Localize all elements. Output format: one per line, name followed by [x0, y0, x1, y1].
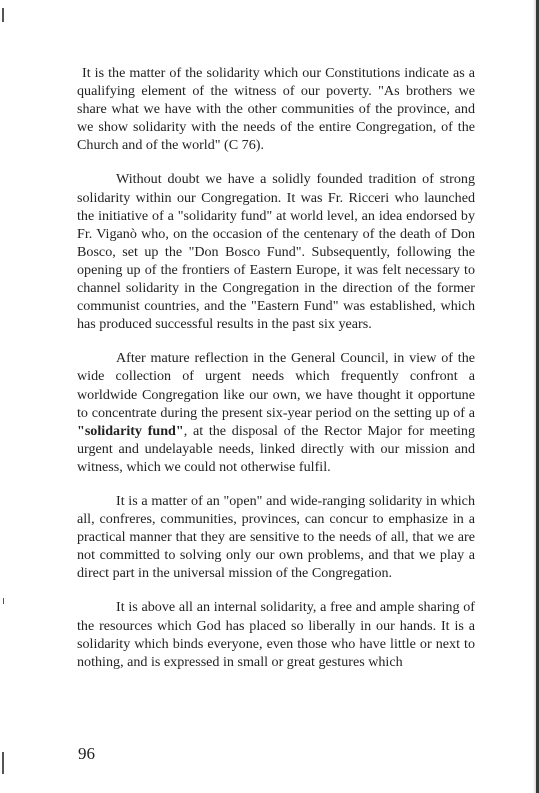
- page-body: [77, 64, 475, 687]
- scan-mark: [3, 598, 4, 604]
- paragraph: [77, 349, 475, 476]
- page-number: 96: [78, 744, 95, 763]
- paragraph-text: , at the disposal of the Rector Major for meeting urgent and undelayable needs, linked directly with our mission and witness, which we could not otherwise fulfil.: [77, 422, 476, 475]
- paragraph: It is the matter of the solidarity which our Constitutions indicate as a qualifying element of the witness of our poverty. "As brothers we share what we have with the other communities of the province, and we show solidarity with the needs of the entire Congregation, of the Church and of the world" (C 76).: [77, 65, 475, 154]
- scan-mark: [2, 8, 4, 22]
- paragraph: Without doubt we have a solidly founded tradition of strong solidarity within our Congregation. It was Fr. Ricceri who launched the initiative of a "solidarity fund" at world level, an idea endorsed by Fr. Viganò who, on the occasion of the centenary of the death of Don Bosco, set up the "Don Bosco Fund". Subsequently, following the opening up of the frontiers of Eastern Europe, it was felt necessary to channel solidarity in the Congregation in the direction of the former communist countries, and the "Eastern Fund" was established, which has produced successful results in the past six years.: [77, 171, 475, 333]
- paragraph: It is a matter of an "open" and wide-ranging solidarity in which all, confreres, communities, provinces, can concur to emphasize in a practical manner that they are sensitive to the needs of all, that we are not committed to solving only our own problems, and that we play a direct part in the universal mission of the Congregation.: [77, 492, 475, 582]
- bold-term: "solidarity fund": [77, 422, 184, 439]
- scan-mark: [2, 752, 4, 774]
- paragraph-text: After mature reflection in the General Council, in view of the wide collection of urgent needs which frequently confront a worldwide Congregation like our own, we have thought it opportune to concentrate during the present six-year period on the setting up of a: [77, 350, 475, 421]
- paragraph: It is above all an internal solidarity, a free and ample sharing of the resources which God has placed so liberally in our hands. It is a solidarity which binds everyone, even those who have little or next to nothing, and is expressed in small or great gestures which: [77, 599, 475, 670]
